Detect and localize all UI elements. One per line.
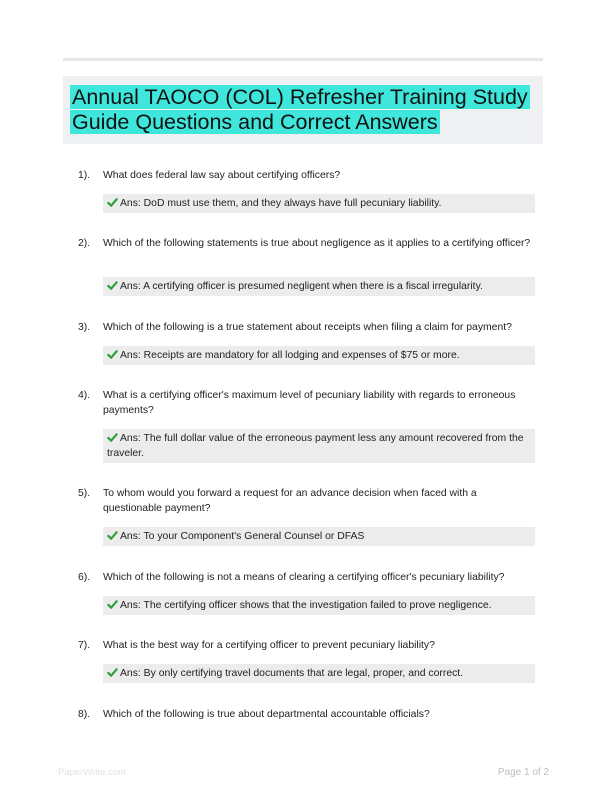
page-number: Page 1 of 2: [497, 767, 549, 778]
check-icon: [107, 280, 118, 291]
question-number: 4).: [78, 390, 91, 401]
answer-text: Ans: The full dollar value of the erroneous payment less any amount recovered from the traveler.: [107, 433, 524, 459]
title-highlight: Annual TAOCO (COL) Refresher Training Study Guide Questions and Correct Answers: [72, 85, 528, 134]
check-icon: [107, 349, 118, 360]
check-icon: [107, 667, 118, 678]
question-text: Which of the following is not a means of clearing a certifying officer's pecuniary liability?: [103, 572, 505, 583]
answer-box: [103, 596, 535, 615]
check-icon: [107, 530, 118, 541]
answer-text: Ans: A certifying officer is presumed negligent when there is a fiscal irregularity.: [120, 281, 483, 292]
question-text: What is a certifying officer's maximum level of pecuniary liability with regards to erroneous payments?: [103, 390, 516, 416]
question-text: Which of the following is true about departmental accountable officials?: [103, 709, 430, 720]
answer-box: [103, 346, 535, 365]
page-title: [70, 85, 530, 135]
answer-text: Ans: Receipts are mandatory for all lodging and expenses of $75 or more.: [120, 350, 460, 361]
answer-box: [103, 277, 535, 296]
question-text: To whom would you forward a request for an advance decision when faced with a questionable payment?: [103, 488, 477, 514]
question-text: Which of the following statements is true about negligence as it applies to a certifying officer?: [103, 238, 531, 249]
question-number: 6).: [78, 572, 91, 583]
question-number: 1).: [78, 170, 91, 181]
question-number: 7).: [78, 640, 91, 651]
check-icon: [107, 197, 118, 208]
question-text: What is the best way for a certifying officer to prevent pecuniary liability?: [103, 640, 435, 651]
answer-box: [103, 194, 535, 213]
answer-box: [103, 664, 535, 683]
check-icon: [107, 599, 118, 610]
answer-box: [103, 527, 535, 546]
footer-watermark: PaperWrite.com: [58, 767, 126, 778]
top-rule: [63, 58, 543, 61]
question-number: 5).: [78, 488, 91, 499]
check-icon: [107, 432, 118, 443]
question-text: Which of the following is a true statement about receipts when filing a claim for payment?: [103, 322, 512, 333]
question-number: 8).: [78, 709, 91, 720]
question-text: What does federal law say about certifying officers?: [103, 170, 341, 181]
answer-text: Ans: DoD must use them, and they always have full pecuniary liability.: [120, 198, 442, 209]
question-number: 2).: [78, 238, 91, 249]
answer-box: [103, 429, 535, 463]
question-number: 3).: [78, 322, 91, 333]
answer-text: Ans: The certifying officer shows that the investigation failed to prove negligence.: [120, 600, 492, 611]
answer-text: Ans: By only certifying travel documents that are legal, proper, and correct.: [120, 668, 464, 679]
answer-text: Ans: To your Component's General Counsel or DFAS: [120, 531, 365, 542]
title-box: [63, 76, 543, 144]
